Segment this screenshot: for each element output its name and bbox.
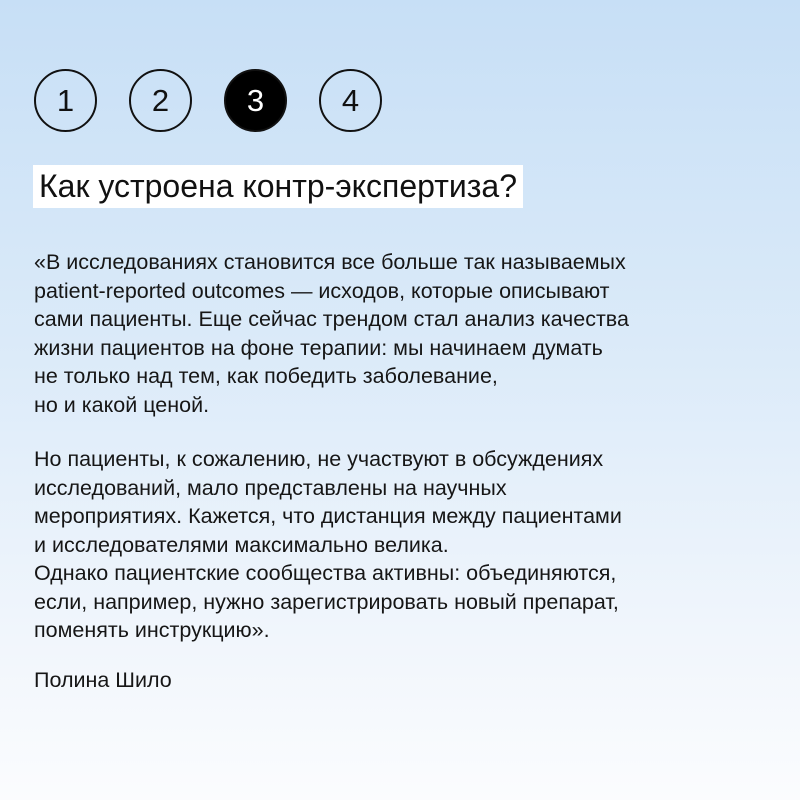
- paragraph-1-line-2: patient-reported outcomes — исходов, которые описывают: [34, 278, 610, 303]
- paragraph-1-line-4: жизни пациентов на фоне терапии: мы начинаем думать: [34, 335, 603, 360]
- step-3-active[interactable]: 3: [224, 69, 287, 132]
- paragraph-1-line-1: «В исследованиях становится все больше так называемых: [34, 250, 626, 274]
- quote-author: Полина Шило: [34, 668, 172, 692]
- paragraph-2-line-6: если, например, нужно зарегистрировать новый препарат,: [34, 589, 619, 614]
- paragraph-2-line-2: исследований, мало представлены на научных: [34, 475, 507, 500]
- step-2[interactable]: 2: [129, 69, 192, 132]
- paragraph-2-line-5: Однако пациентские сообщества активны: объединяются,: [34, 561, 617, 585]
- paragraph-1: [34, 248, 774, 419]
- paragraph-1-line-3: сами пациенты. Еще сейчас трендом стал анализ качества: [34, 307, 629, 331]
- paragraph-2-line-4: и исследователями максимально велика.: [34, 532, 449, 557]
- step-indicator: [34, 69, 382, 132]
- paragraph-2: [34, 445, 774, 645]
- paragraph-2-line-1: Но пациенты, к сожалению, не участвуют в обсуждениях: [34, 447, 604, 471]
- paragraph-1-line-5: не только над тем, как победить заболевание,: [34, 364, 498, 388]
- step-1[interactable]: 1: [34, 69, 97, 132]
- page-title: Как устроена контр-экспертиза?: [33, 165, 523, 208]
- title-block: [33, 165, 523, 208]
- paragraph-1-line-6: но и какой ценой.: [34, 392, 210, 417]
- paragraph-2-line-7: поменять инструкцию».: [34, 618, 270, 642]
- step-4[interactable]: 4: [319, 69, 382, 132]
- quote-body: [34, 248, 774, 671]
- paragraph-2-line-3: мероприятиях. Кажется, что дистанция между пациентами: [34, 504, 622, 528]
